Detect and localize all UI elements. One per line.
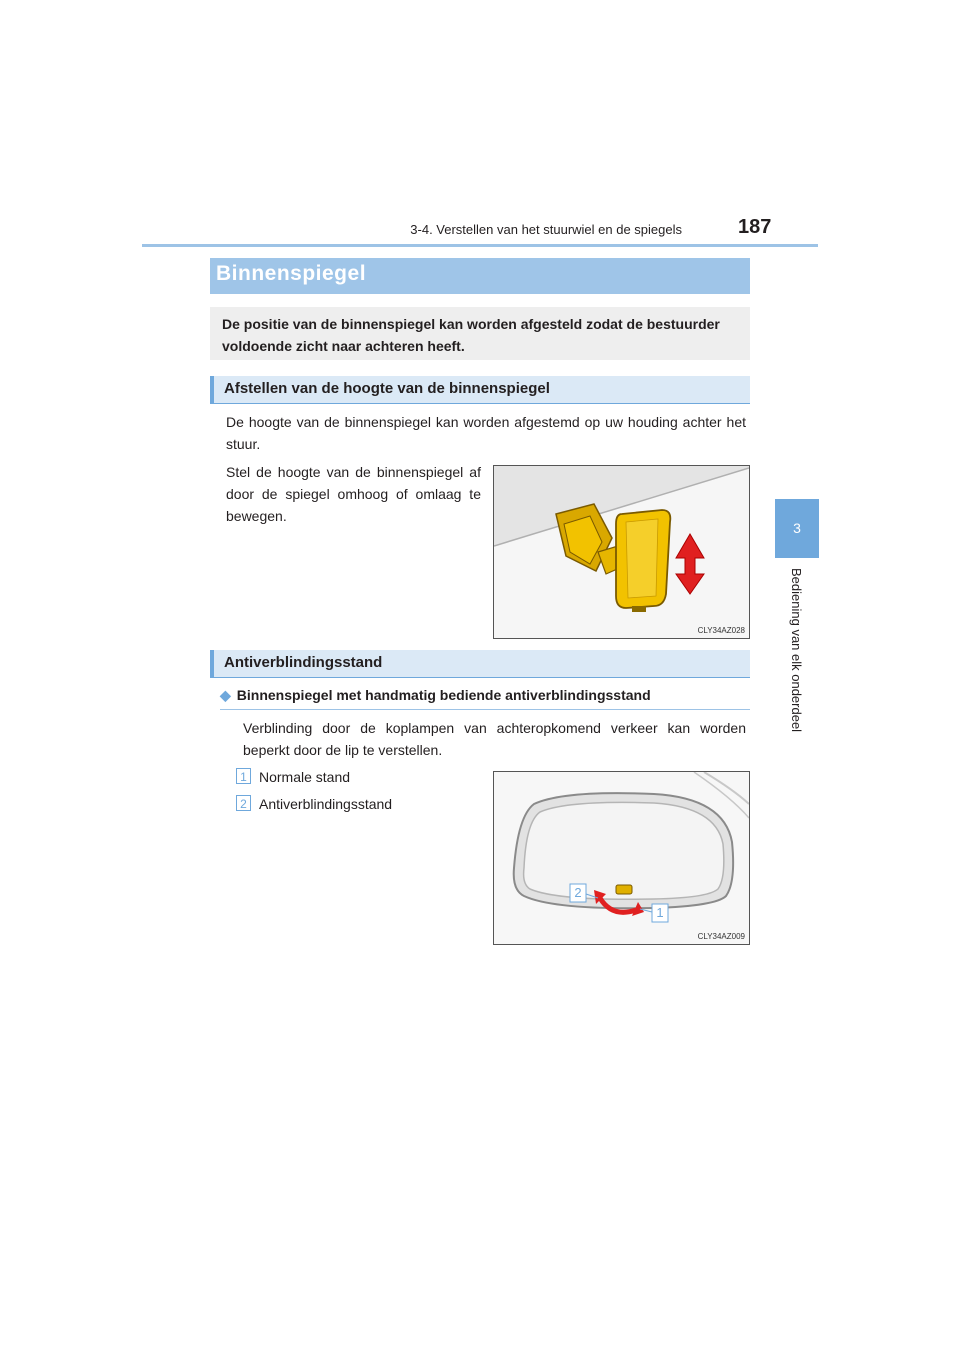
chapter-label: Bediening van elk onderdeel: [789, 568, 804, 733]
figure-code: CLY34AZ028: [697, 626, 745, 635]
running-header: 3-4. Verstellen van het stuurwiel en de spiegels: [410, 222, 682, 237]
figure-mirror-height: [493, 465, 750, 639]
callout-1: 1: [656, 905, 664, 920]
antiglare-paragraph: Verblinding door de koplampen van achteropkomend verkeer kan worden beperkt door de lip te verstellen.: [243, 720, 746, 758]
number-badge: 1: [236, 768, 251, 784]
height-paragraph-1: De hoogte van de binnenspiegel kan worden afgestemd op uw houding achter het stuur.: [226, 414, 746, 452]
section-heading-height: [210, 376, 750, 404]
callout-2: 2: [574, 885, 582, 900]
subheading-rule: [220, 709, 750, 710]
list-item: [236, 768, 350, 785]
list-item-label: Antiverblindingsstand: [259, 796, 393, 812]
intro-box: [210, 307, 750, 360]
section-heading-text: Afstellen van de hoogte van de binnenspiegel: [224, 380, 550, 397]
mirror-height-illustration: [494, 466, 749, 638]
intro-text: De positie van de binnenspiegel kan worden afgesteld zodat de bestuurder voldoende zicht naar achteren heeft.: [222, 316, 720, 354]
header-rule: [142, 244, 818, 247]
title-bar: [210, 258, 750, 294]
list-item: [236, 795, 392, 812]
chapter-tab: 3: [775, 499, 819, 558]
number-badge: 2: [236, 795, 251, 811]
subheading: [220, 687, 651, 704]
antiglare-illustration: [494, 772, 749, 944]
diamond-icon: ◆: [220, 687, 231, 703]
section-heading-antiglare: [210, 650, 750, 678]
figure-code: CLY34AZ009: [697, 932, 745, 941]
list-item-label: Normale stand: [259, 769, 351, 785]
section-heading-text: Antiverblindingsstand: [224, 654, 383, 671]
page-number: 187: [738, 216, 772, 238]
figure-antiglare-lever: [493, 771, 750, 945]
page-title: Binnenspiegel: [216, 262, 367, 285]
subheading-text: Binnenspiegel met handmatig bediende antiverblindingsstand: [236, 687, 651, 703]
height-paragraph-2: Stel de hoogte van de binnenspiegel af door de spiegel omhoog of omlaag te bewegen.: [226, 464, 481, 524]
